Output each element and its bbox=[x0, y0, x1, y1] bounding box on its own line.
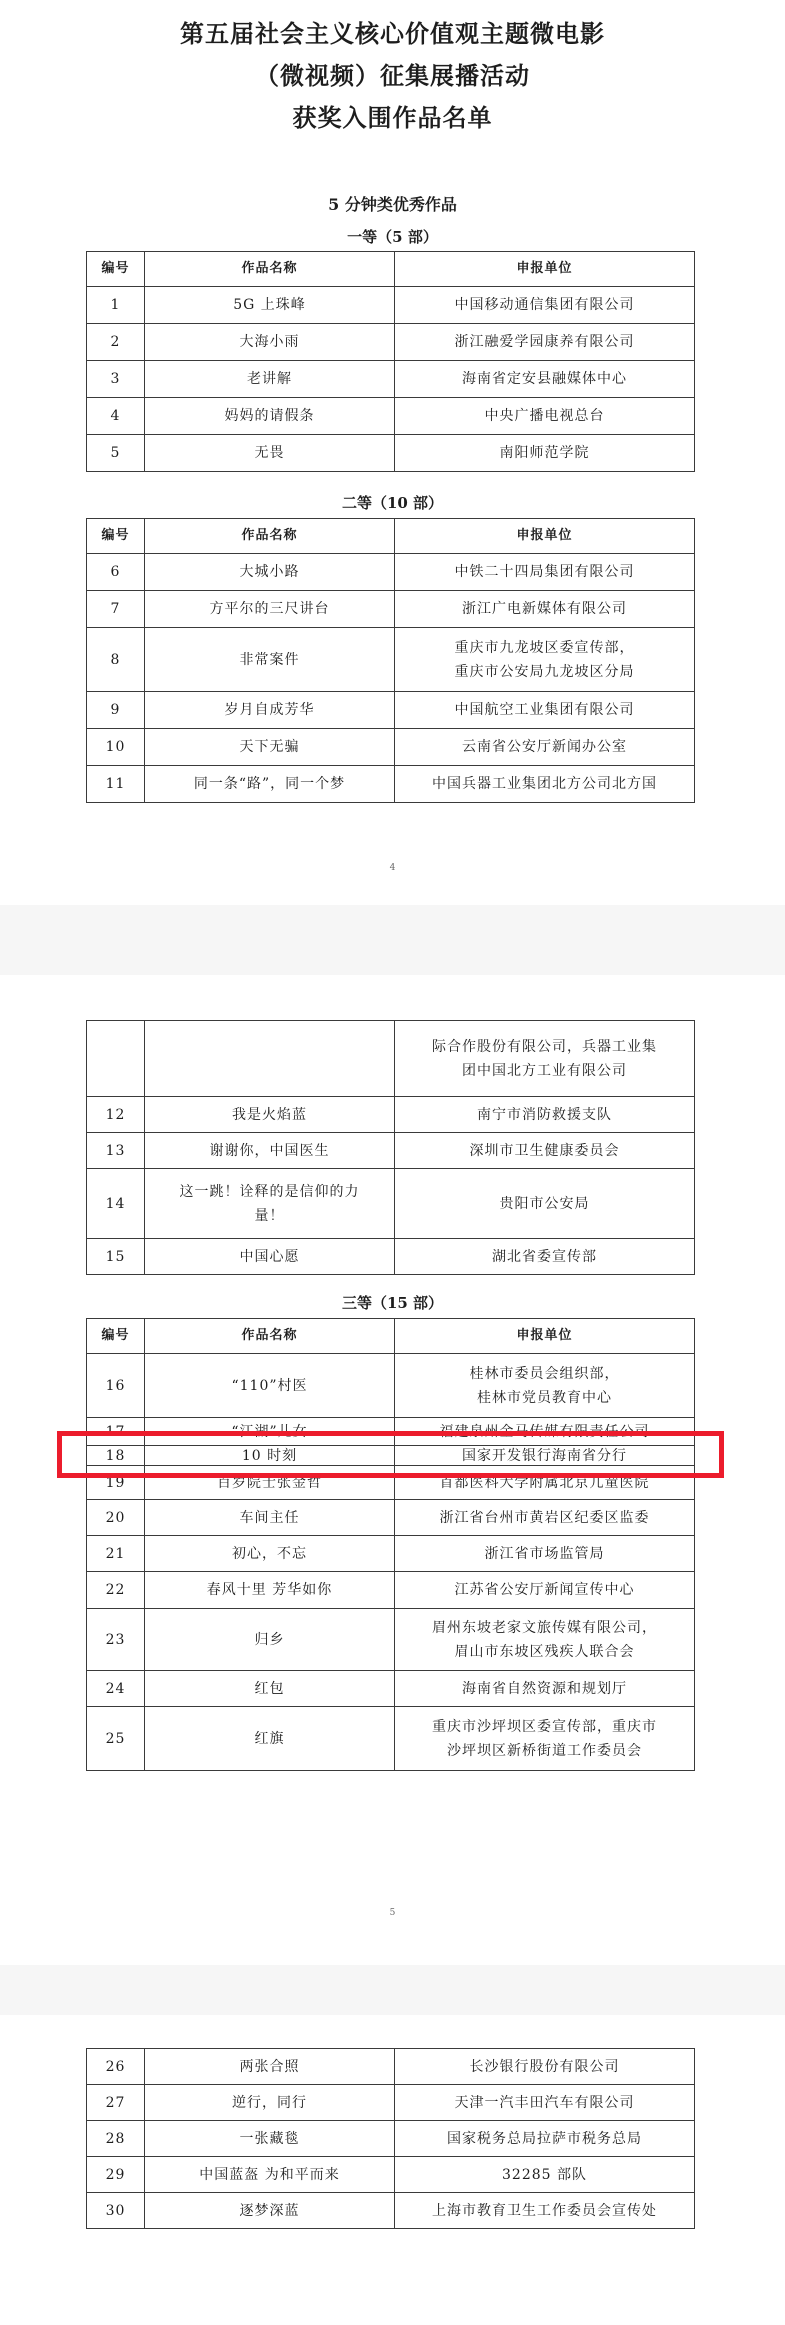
row-num: 4 bbox=[87, 398, 145, 435]
row-unit: 云南省公安厅新闻办公室 bbox=[395, 729, 695, 766]
row-num: 9 bbox=[87, 692, 145, 729]
row-name: 中国蓝盔 为和平而来 bbox=[145, 2157, 395, 2193]
row-num: 16 bbox=[87, 1354, 145, 1418]
row-name: 红包 bbox=[145, 1671, 395, 1707]
row-num: 13 bbox=[87, 1133, 145, 1169]
table-row bbox=[87, 1500, 695, 1536]
column-header-unit: 申报单位 bbox=[395, 1319, 695, 1354]
row-num: 5 bbox=[87, 435, 145, 472]
row-num: 3 bbox=[87, 361, 145, 398]
table-row bbox=[87, 1239, 695, 1275]
table-row bbox=[87, 1572, 695, 1609]
row-unit: 中铁二十四局集团有限公司 bbox=[395, 554, 695, 591]
document-title-line-3: 获奖入围作品名单 bbox=[292, 103, 493, 132]
row-num: 12 bbox=[87, 1097, 145, 1133]
row-unit: 国家开发银行海南省分行 bbox=[395, 1446, 695, 1466]
row-unit: 浙江广电新媒体有限公司 bbox=[395, 591, 695, 628]
row-name: 妈妈的请假条 bbox=[145, 398, 395, 435]
row-unit: 中国兵器工业集团北方公司北方国 bbox=[395, 766, 695, 803]
row-name: 非常案件 bbox=[145, 628, 395, 692]
row-unit-line: 桂林市委员会组织部， bbox=[469, 1365, 620, 1382]
table-row bbox=[87, 554, 695, 591]
document-title-line-2: （微视频）征集展播活动 bbox=[255, 61, 530, 90]
table-row bbox=[87, 1097, 695, 1133]
row-unit: 国家税务总局拉萨市税务总局 bbox=[395, 2121, 695, 2157]
row-num: 28 bbox=[87, 2121, 145, 2157]
page-number: 4 bbox=[389, 863, 396, 873]
row-num: 29 bbox=[87, 2157, 145, 2193]
third-prize-table bbox=[86, 1318, 695, 1771]
tier-title-third: 三等（15 部） bbox=[341, 1294, 444, 1312]
row-name: 大海小雨 bbox=[145, 324, 395, 361]
table-row bbox=[87, 1536, 695, 1572]
row-unit: 32285 部队 bbox=[395, 2157, 695, 2193]
row-name: “江湖”儿女 bbox=[145, 1418, 395, 1446]
row-name: 我是火焰蓝 bbox=[145, 1097, 395, 1133]
table-row bbox=[87, 1707, 695, 1771]
document-title-line-1: 第五届社会主义核心价值观主题微电影 bbox=[180, 19, 605, 48]
row-name: 天下无骗 bbox=[145, 729, 395, 766]
row-name: 逆行，同行 bbox=[145, 2085, 395, 2121]
row-num: 21 bbox=[87, 1536, 145, 1572]
row-num: 22 bbox=[87, 1572, 145, 1609]
row-num: 10 bbox=[87, 729, 145, 766]
row-unit: 浙江融爱学园康养有限公司 bbox=[395, 324, 695, 361]
column-header-num: 编号 bbox=[87, 519, 145, 554]
row-num: 14 bbox=[87, 1169, 145, 1239]
row-unit: 首都医科大学附属北京儿童医院 bbox=[395, 1466, 695, 1500]
row-name: 车间主任 bbox=[145, 1500, 395, 1536]
row-unit bbox=[395, 1707, 695, 1771]
row-num: 1 bbox=[87, 287, 145, 324]
column-header-name: 作品名称 bbox=[145, 252, 395, 287]
row-num: 19 bbox=[87, 1466, 145, 1500]
table-header-row bbox=[87, 519, 695, 554]
column-header-unit: 申报单位 bbox=[395, 252, 695, 287]
row-unit-line: 沙坪坝区新桥街道工作委员会 bbox=[447, 1742, 642, 1759]
table-header-row bbox=[87, 252, 695, 287]
row-num: 7 bbox=[87, 591, 145, 628]
table-header-row bbox=[87, 1319, 695, 1354]
table-row bbox=[87, 2049, 695, 2085]
row-unit: 中国移动通信集团有限公司 bbox=[395, 287, 695, 324]
document-page-4 bbox=[0, 0, 785, 905]
row-unit: 海南省自然资源和规划厅 bbox=[395, 1671, 695, 1707]
row-num: 17 bbox=[87, 1418, 145, 1446]
column-header-unit: 申报单位 bbox=[395, 519, 695, 554]
row-name: 一张藏毯 bbox=[145, 2121, 395, 2157]
row-unit: 江苏省公安厅新闻宣传中心 bbox=[395, 1572, 695, 1609]
table-row bbox=[87, 361, 695, 398]
row-name: 春风十里 芳华如你 bbox=[145, 1572, 395, 1609]
row-name: 两张合照 bbox=[145, 2049, 395, 2085]
row-unit: 南宁市消防救援支队 bbox=[395, 1097, 695, 1133]
row-unit: 湖北省委宣传部 bbox=[395, 1239, 695, 1275]
row-unit-line: 重庆市九龙坡区委宣传部， bbox=[454, 639, 635, 656]
table-row bbox=[87, 324, 695, 361]
row-unit-line: 眉州东坡老家文旅传媒有限公司， bbox=[432, 1619, 657, 1636]
row-unit: 中央广播电视总台 bbox=[395, 398, 695, 435]
table-row bbox=[87, 2121, 695, 2157]
row-name-line: 这一跳！诠释的是信仰的力 bbox=[179, 1183, 360, 1200]
table-row bbox=[87, 1354, 695, 1418]
row-name: 中国心愿 bbox=[145, 1239, 395, 1275]
row-name: 逐梦深蓝 bbox=[145, 2193, 395, 2229]
row-name: 谢谢你，中国医生 bbox=[145, 1133, 395, 1169]
row-num: 25 bbox=[87, 1707, 145, 1771]
row-num: 6 bbox=[87, 554, 145, 591]
row-name: 无畏 bbox=[145, 435, 395, 472]
row-unit: 浙江省市场监管局 bbox=[395, 1536, 695, 1572]
row-num: 26 bbox=[87, 2049, 145, 2085]
row-name: 10 时刻 bbox=[145, 1446, 395, 1466]
row-name: 初心，不忘 bbox=[145, 1536, 395, 1572]
row-num: 30 bbox=[87, 2193, 145, 2229]
second-prize-table bbox=[86, 518, 695, 803]
section-title: 5 分钟类优秀作品 bbox=[328, 195, 457, 214]
third-prize-table-continued bbox=[86, 2048, 695, 2229]
row-unit: 浙江省台州市黄岩区纪委区监委 bbox=[395, 1500, 695, 1536]
table-row bbox=[87, 287, 695, 324]
row-name: 红旗 bbox=[145, 1707, 395, 1771]
document-page-6 bbox=[0, 2015, 785, 2325]
row-unit-line: 重庆市公安局九龙坡区分局 bbox=[454, 663, 635, 680]
row-unit-line: 眉山市东坡区残疾人联合会 bbox=[454, 1643, 635, 1660]
row-num: 15 bbox=[87, 1239, 145, 1275]
row-unit bbox=[395, 1609, 695, 1671]
row-unit-line: 际合作股份有限公司，兵器工业集 bbox=[432, 1038, 657, 1055]
table-row bbox=[87, 2193, 695, 2229]
first-prize-table bbox=[86, 251, 695, 472]
table-row bbox=[87, 692, 695, 729]
row-name: 大城小路 bbox=[145, 554, 395, 591]
row-unit: 海南省定安县融媒体中心 bbox=[395, 361, 695, 398]
row-num: 18 bbox=[87, 1446, 145, 1466]
row-name: 岁月自成芳华 bbox=[145, 692, 395, 729]
row-num: 23 bbox=[87, 1609, 145, 1671]
tier-title-second: 二等（10 部） bbox=[341, 494, 444, 512]
table-row bbox=[87, 2157, 695, 2193]
row-unit-line: 重庆市沙坪坝区委宣传部，重庆市 bbox=[432, 1718, 657, 1735]
row-unit bbox=[395, 1021, 695, 1097]
row-unit: 贵阳市公安局 bbox=[395, 1169, 695, 1239]
row-name: 百岁院士张金哲 bbox=[145, 1466, 395, 1500]
column-header-num: 编号 bbox=[87, 1319, 145, 1354]
row-name: 5G 上珠峰 bbox=[145, 287, 395, 324]
row-name-line: 量！ bbox=[254, 1207, 285, 1224]
table-row bbox=[87, 2085, 695, 2121]
row-name: “110”村医 bbox=[145, 1354, 395, 1418]
table-row bbox=[87, 1169, 695, 1239]
table-row bbox=[87, 729, 695, 766]
table-row bbox=[87, 398, 695, 435]
row-unit bbox=[395, 628, 695, 692]
row-unit: 上海市教育卫生工作委员会宣传处 bbox=[395, 2193, 695, 2229]
row-name: 方平尔的三尺讲台 bbox=[145, 591, 395, 628]
column-header-num: 编号 bbox=[87, 252, 145, 287]
row-num: 2 bbox=[87, 324, 145, 361]
table-row-continued bbox=[87, 1021, 695, 1097]
highlight-box bbox=[57, 1431, 724, 1478]
column-header-name: 作品名称 bbox=[145, 519, 395, 554]
row-unit: 天津一汽丰田汽车有限公司 bbox=[395, 2085, 695, 2121]
table-row bbox=[87, 591, 695, 628]
row-name: 老讲解 bbox=[145, 361, 395, 398]
page-number: 5 bbox=[389, 1908, 396, 1918]
row-num: 27 bbox=[87, 2085, 145, 2121]
row-name: 归乡 bbox=[145, 1609, 395, 1671]
row-unit: 福建泉州金马传媒有限责任公司 bbox=[395, 1418, 695, 1446]
table-row bbox=[87, 435, 695, 472]
row-unit-line: 桂林市党员教育中心 bbox=[477, 1389, 612, 1406]
table-row bbox=[87, 1671, 695, 1707]
column-header-name: 作品名称 bbox=[145, 1319, 395, 1354]
table-row bbox=[87, 1133, 695, 1169]
row-unit: 中国航空工业集团有限公司 bbox=[395, 692, 695, 729]
row-unit: 深圳市卫生健康委员会 bbox=[395, 1133, 695, 1169]
row-name bbox=[145, 1169, 395, 1239]
row-name: 同一条“路”，同一个梦 bbox=[145, 766, 395, 803]
row-unit: 南阳师范学院 bbox=[395, 435, 695, 472]
row-num: 8 bbox=[87, 628, 145, 692]
second-prize-table-continued bbox=[86, 1020, 695, 1275]
row-unit: 长沙银行股份有限公司 bbox=[395, 2049, 695, 2085]
row-num: 20 bbox=[87, 1500, 145, 1536]
row-num: 24 bbox=[87, 1671, 145, 1707]
row-unit-line: 团中国北方工业有限公司 bbox=[462, 1062, 627, 1079]
row-unit bbox=[395, 1354, 695, 1418]
table-row bbox=[87, 628, 695, 692]
table-row bbox=[87, 766, 695, 803]
tier-title-first: 一等（5 部） bbox=[347, 228, 438, 246]
table-row bbox=[87, 1609, 695, 1671]
row-num: 11 bbox=[87, 766, 145, 803]
